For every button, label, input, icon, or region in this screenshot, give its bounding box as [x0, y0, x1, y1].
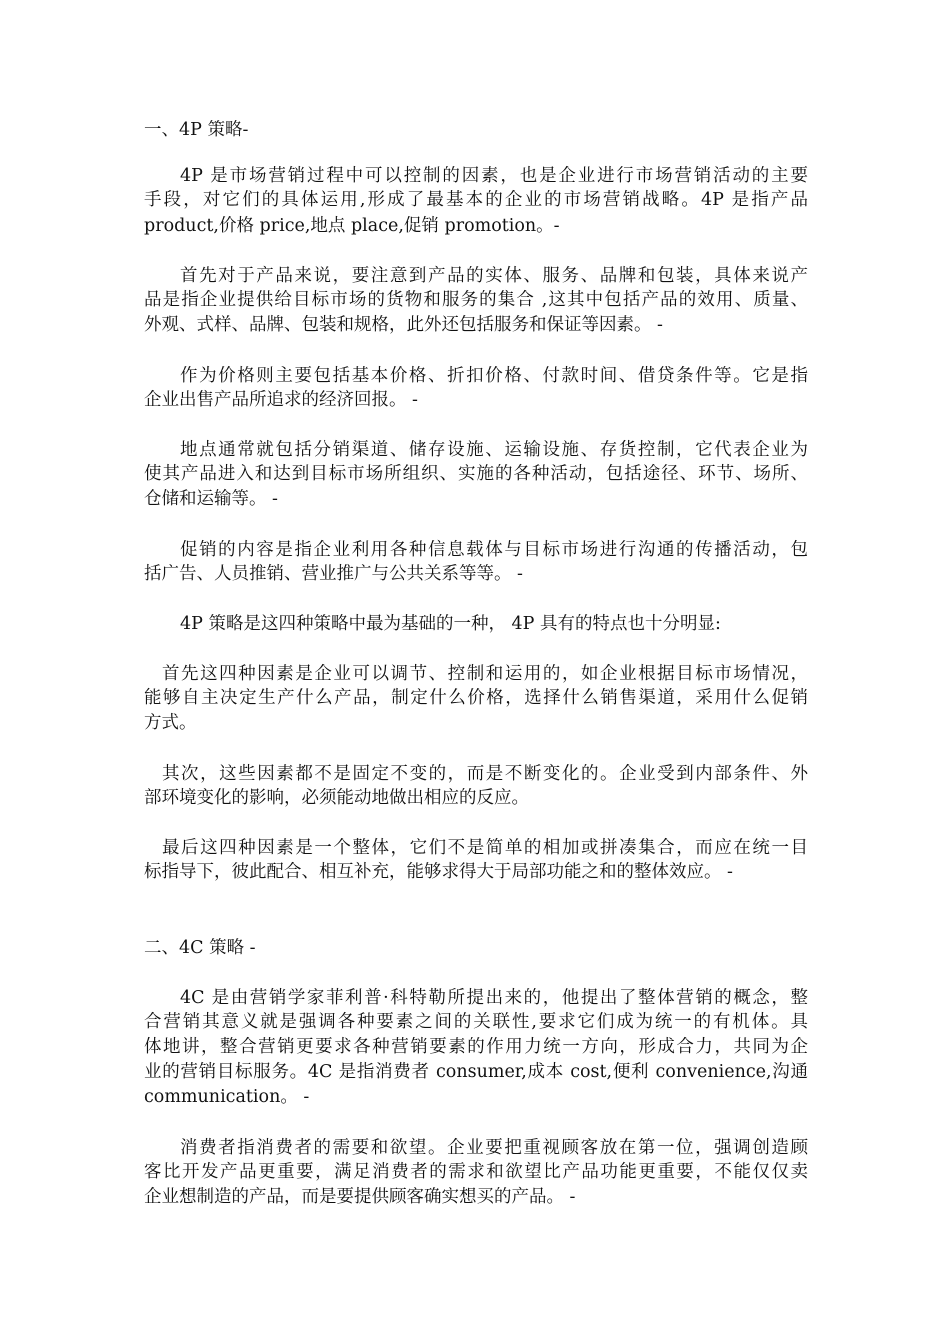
paragraph-line: 手段，对它们的具体运用,形成了最基本的企业的市场营销战略。4P 是指产品: [144, 190, 808, 210]
paragraph-line: 4P 策略是这四种策略中最为基础的一种， 4P 具有的特点也十分明显:: [180, 614, 721, 634]
paragraph-line: 首先对于产品来说，要注意到产品的实体、服务、品牌和包装，具体来说产: [180, 266, 808, 286]
paragraph-line: 使其产品进入和达到目标市场所组织、实施的各种活动，包括途径、环节、场所、: [144, 464, 808, 484]
paragraph-line: communication。 -: [144, 1087, 310, 1107]
paragraph-line: 首先这四种因素是企业可以调节、控制和运用的，如企业根据目标市场情况，: [162, 664, 808, 684]
paragraph-line: 品是指企业提供给目标市场的货物和服务的集合 ,这其中包括产品的效用、质量、: [144, 290, 808, 310]
paragraph-line: 作为价格则主要包括基本价格、折扣价格、付款时间、借贷条件等。它是指: [180, 366, 808, 386]
paragraph-line: 括广告、人员推销、营业推广与公共关系等等。 -: [144, 564, 523, 584]
paragraph-line: 体地讲，整合营销更要求各种营销要素的作用力统一方向，形成合力，共同为企: [144, 1037, 808, 1057]
paragraph-line: 促销的内容是指企业利用各种信息载体与目标市场进行沟通的传播活动，包: [180, 540, 808, 560]
paragraph-line: 消费者指消费者的需要和欲望。企业要把重视顾客放在第一位，强调创造顾: [180, 1138, 808, 1158]
paragraph-line: 4C 是由营销学家菲利普·科特勒所提出来的，他提出了整体营销的概念，整: [180, 988, 808, 1008]
paragraph-line: 仓储和运输等。 -: [144, 489, 278, 509]
paragraph-line: 外观、式样、品牌、包装和规格，此外还包括服务和保证等因素。 -: [144, 315, 663, 335]
paragraph-line: 合营销其意义就是强调各种要素之间的关联性,要求它们成为统一的有机体。具: [144, 1012, 808, 1032]
paragraph-line: 部环境变化的影响，必须能动地做出相应的反应。: [144, 788, 529, 808]
paragraph-line: 企业想制造的产品，而是要提供顾客确实想买的产品。 -: [144, 1187, 576, 1207]
paragraph-line: 方式。: [144, 713, 197, 733]
paragraph-line: 客比开发产品更重要，满足消费者的需求和欲望比产品功能更重要，不能仅仅卖: [144, 1162, 808, 1182]
paragraph-line: 4P 是市场营销过程中可以控制的因素，也是企业进行市场营销活动的主要: [180, 166, 808, 186]
paragraph-line: 能够自主决定生产什么产品，制定什么价格，选择什么销售渠道，采用什么促销: [144, 688, 808, 708]
paragraph-line: product,价格 price,地点 place,促销 promotion。-: [144, 216, 560, 236]
paragraph-line: 地点通常就包括分销渠道、储存设施、运输设施、存货控制，它代表企业为: [180, 440, 808, 460]
paragraph-line: 其次，这些因素都不是固定不变的，而是不断变化的。企业受到内部条件、外: [162, 764, 808, 784]
paragraph-line: 企业出售产品所追求的经济回报。 -: [144, 390, 418, 410]
paragraph-line: 标指导下，彼此配合、相互补充，能够求得大于局部功能之和的整体效应。 -: [144, 862, 733, 882]
section-heading-4p: 一、4P 策略-: [144, 120, 249, 140]
section-heading-4c: 二、4C 策略 -: [144, 938, 256, 958]
paragraph-line: 最后这四种因素是一个整体，它们不是简单的相加或拼凑集合，而应在统一目: [162, 838, 808, 858]
paragraph-line: 业的营销目标服务。4C 是指消费者 consumer,成本 cost,便利 convenience,沟通: [144, 1062, 808, 1082]
